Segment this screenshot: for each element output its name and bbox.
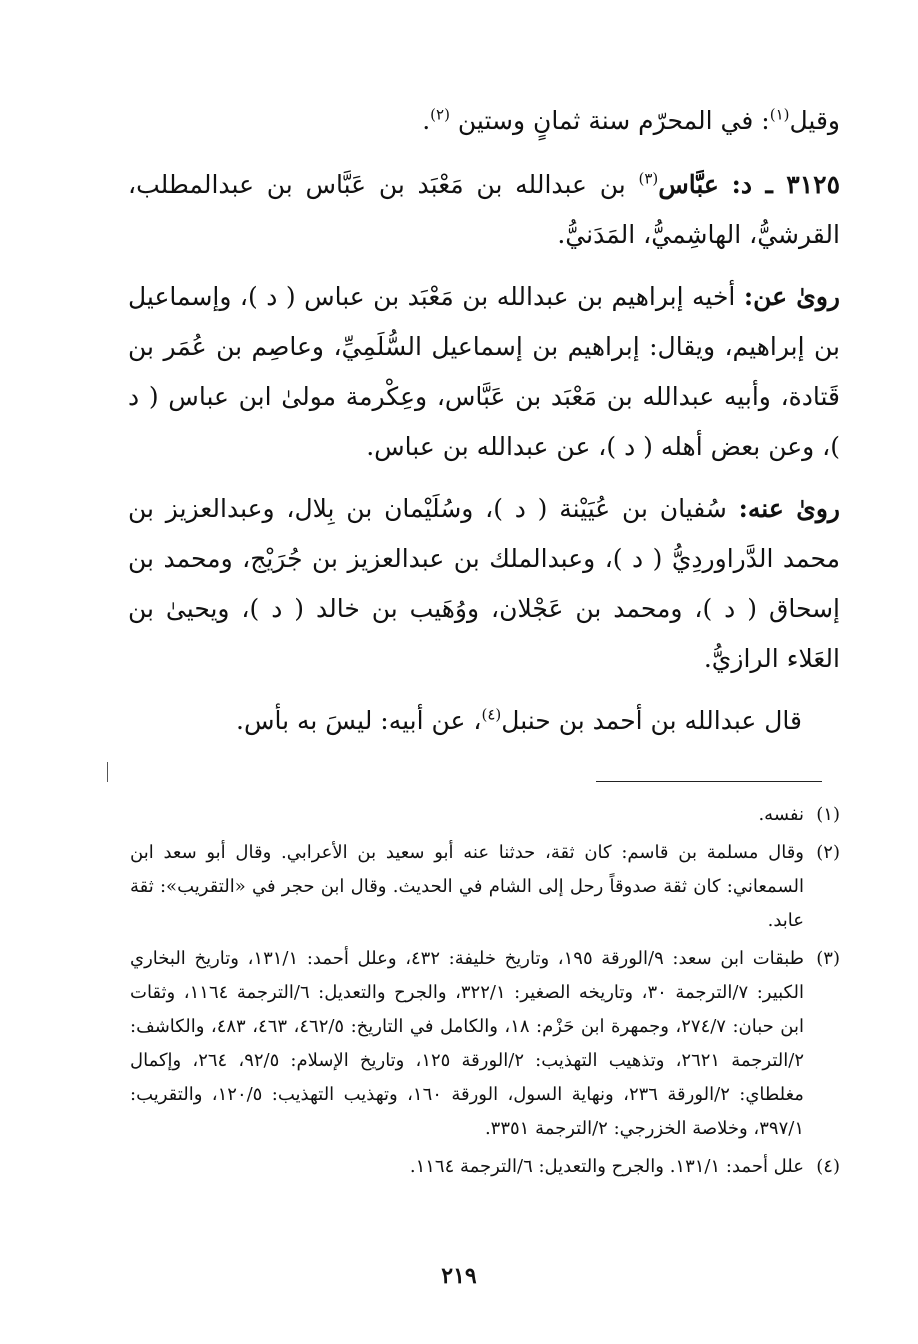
footnote-text: نفسه.	[758, 804, 804, 825]
footnote-ref-1: (١)	[769, 105, 790, 124]
footnote-ref-3: (٣)	[638, 169, 659, 188]
entry-heading	[128, 160, 840, 260]
footnote-number: (١)	[816, 804, 840, 825]
footnote-text: طبقات ابن سعد: ٩/الورقة ١٩٥، وتاريخ خليفة: ٤٣٢، وعلل أحمد: ١٣١/١، وتاريخ البخاري الكبير: ٧/الترجمة ٣٠، وتاريخه الصغير: ٣٢٢/١، والجرح والتعديل: ٦/الترجمة ١١٦٤، وثقات ابن حبان: ٢٧٤/٧، وجمهرة ابن حَزْم: ١٨، والكامل في التاريخ: ٤٦٢/٥، ٤٦٣، ٤٨٣، والكاشف: ٢/الترجمة ٢٦٢١، وتذهيب التهذيب: ٢/الورقة ١٢٥، وتاريخ الإسلام: ٩٢/٥، ٢٦٤، وإكمال مغلطاي: ٢/الورقة ٢٣٦، ونهاية السول، الورقة ١٦٠، وتهذيب التهذيب: ١٢٠/٥، والتقريب: ٣٩٧/١، وخلاصة الخزرجي: ٢/الترجمة ٣٣٥١.	[130, 948, 805, 1139]
narrated-from-paragraph	[128, 272, 840, 472]
footnote-1	[130, 798, 840, 832]
main-text	[128, 96, 840, 746]
footnotes	[130, 798, 840, 1188]
narrated-from-text: أخيه إبراهيم بن عبدالله بن مَعْبَد بن عباس ( د )، وإسماعيل بن إبراهيم، ويقال: إبراهيم بن إسماعيل السُّلَمِيِّ، وعاصِم بن عُمَر بن قَتادة، وأبيه عبدالله بن مَعْبَد بن عَبَّاس، وعِكْرمة مولىٰ ابن عباس ( د )، وعن بعض أهله ( د )، عن عبدالله بن عباس.	[128, 282, 840, 461]
margin-mark	[107, 762, 108, 782]
entry-number: ٣١٢٥ ـ د:	[731, 170, 840, 199]
narrated-by-text: سُفيان بن عُيَيْنة ( د )، وسُلَيْمان بن بِلال، وعبدالعزيز بن محمد الدَّراوردِيُّ ( د )، وعبدالملك بن عبدالعزيز بن جُرَيْج، ومحمد بن إسحاق ( د )، ومحمد بن عَجْلان، ووُهَيب بن خالد ( د )، ويحيىٰ بن العَلاء الرازيُّ.	[128, 494, 840, 673]
footnote-number: (٣)	[816, 948, 840, 969]
quote-rest: ، عن أبيه: ليسَ به بأس.	[236, 706, 482, 735]
entry-name: عبَّاس	[658, 170, 719, 199]
narrated-by-paragraph	[128, 484, 840, 684]
footnote-divider	[596, 781, 822, 782]
footnote-3	[130, 942, 840, 1146]
quote-paragraph	[128, 696, 840, 746]
narrated-by-label: روىٰ عنه:	[738, 494, 840, 523]
footnote-2	[130, 836, 840, 938]
opening-end: .	[422, 106, 431, 135]
footnote-ref-2: (٢)	[430, 105, 450, 124]
opening-line	[128, 96, 840, 146]
footnote-text: وقال مسلمة بن قاسم: كان ثقة، حدثنا عنه أبو سعيد بن الأعرابي. وقال أبو سعد ابن السمعاني: كان ثقة صدوقاً رحل إلى الشام في الحديث. وقال ابن حجر في «التقريب»: ثقة عابد.	[130, 842, 804, 931]
footnote-number: (٢)	[816, 842, 840, 863]
entry-lineage: بن عبدالله بن مَعْبَد بن عَبَّاس بن عبدالمطلب، القرشيُّ، الهاشِميُّ، المَدَنيُّ.	[128, 170, 840, 249]
opening-word: وقيل	[789, 106, 840, 135]
opening-rest: : في المحرّم سنة ثمانٍ وستين	[457, 106, 770, 135]
page-number: ٢١٩	[441, 1263, 477, 1289]
footnote-number: (٤)	[816, 1156, 840, 1177]
footnote-4	[130, 1150, 840, 1184]
footnote-ref-4: (٤)	[481, 705, 502, 724]
quote-start: قال عبدالله بن أحمد بن حنبل	[501, 706, 802, 735]
footnote-text: علل أحمد: ١٣١/١. والجرح والتعديل: ٦/الترجمة ١١٦٤.	[409, 1156, 804, 1177]
narrated-from-label: روىٰ عن:	[743, 282, 841, 311]
